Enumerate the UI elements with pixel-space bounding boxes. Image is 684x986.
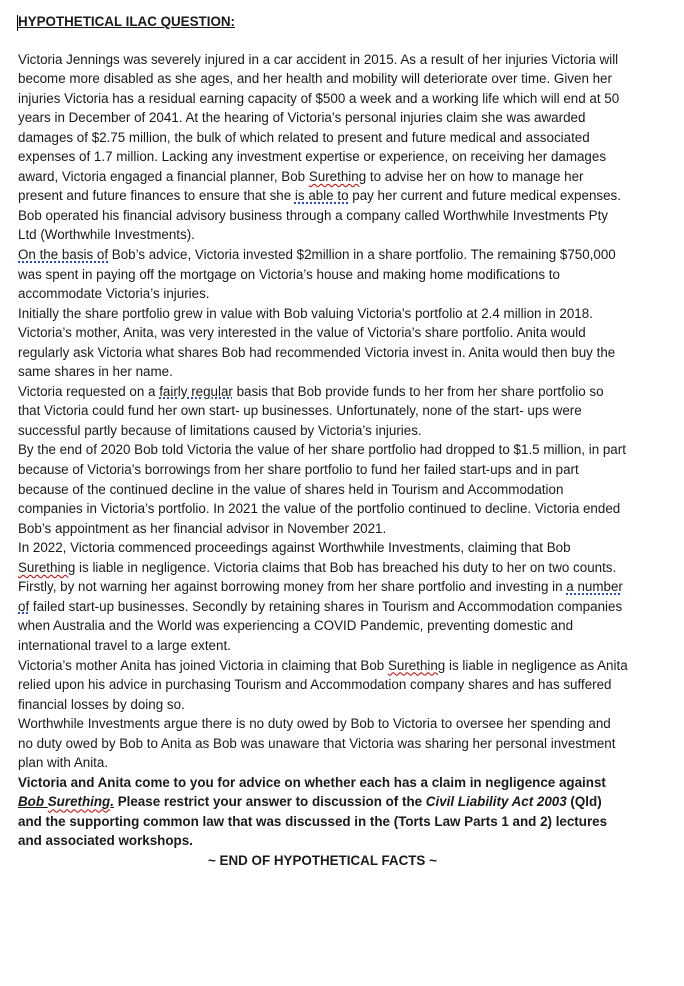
paragraph-startups [18, 382, 628, 441]
text-run: In 2022, Victoria commenced proceedings against Worthwhile Investments, claiming that Bob [18, 540, 571, 556]
document-body[interactable] [18, 12, 628, 871]
bob-name-period: . [110, 794, 114, 810]
text-run: Victoria requested on a [18, 383, 160, 399]
document-title: HYPOTHETICAL ILAC QUESTION: [18, 14, 235, 29]
text-run: Victoria and Anita come to you for advice on whether each has a claim in negligence against [18, 774, 606, 790]
text-run: Please restrict your answer to discussion of the [113, 794, 426, 810]
text-run: failed start-up businesses. Secondly by retaining shares in Tourism and Accommodation companies when Australia and the World was experiencing a COVID Pandemic, preventing domestic and international travel to a large extent. [18, 598, 623, 653]
paragraph-background [18, 50, 628, 245]
paragraph-investment [18, 245, 628, 304]
paragraph-instructions [18, 773, 628, 851]
grammar-suggestion[interactable]: a number of [18, 579, 623, 614]
text-run: Bob’s advice, Victoria invested $2million in a share portfolio. The remaining $750,000 was spent in paying off the mortgage on Victoria’s house and making home modifications to accommodate Victoria’s injuries. [18, 247, 616, 302]
end-marker: ~ END OF HYPOTHETICAL FACTS ~ [208, 852, 437, 868]
text-run: is liable in negligence. Victoria claims that Bob has breached his duty to her on two counts. Firstly, by not warning her against borrowing money from her share portfolio and investing in [18, 559, 617, 595]
paragraph-decline: By the end of 2020 Bob told Victoria the value of her share portfolio had dropped to $1.5 million, in part because of Victoria’s borrowings from her share portfolio to fund her failed start-ups and in part because of the continued decline in the value of shares held in Tourism and Accommodation companies in Victoria’s portfolio. In 2021 the value of the portfolio continued to decline. Victoria ended Bob’s appointment as her financial advisor in November 2021. [18, 442, 626, 536]
paragraph-defence: Worthwhile Investments argue there is no duty owed by Bob to Victoria to oversee her spending and no duty owed by Bob to Anita as Bob was unaware that Victoria was sharing her personal investment plan with Anita. [18, 716, 616, 771]
text-run: pay her current and future medical expenses. Bob operated his financial advisory business through a company called Worthwhile Investments Pty Ltd (Worthwhile Investments). [18, 188, 621, 243]
grammar-suggestion[interactable]: On the basis of [18, 247, 109, 263]
text-run: to advise her on how to manage her present and future finances to ensure that she [18, 168, 584, 204]
bob-name: Bob [18, 794, 48, 810]
grammar-suggestion[interactable]: is able to [294, 188, 349, 204]
spelling-error-surething[interactable]: Surething [47, 794, 111, 810]
spelling-error-surething[interactable]: Surething [18, 559, 76, 575]
text-run: is liable in negligence as Anita relied upon his advice in purchasing Tourism and Accommodation company shares and has suffered financial losses by doing so. [18, 657, 628, 712]
paragraph-anita: Victoria’s mother, Anita, was very interested in the value of Victoria’s share portfolio. Anita would regularly ask Victoria what shares Bob had recommended Victoria invest in. Anita would then buy the same shares in her name. [18, 325, 616, 380]
text-run: Victoria Jennings was severely injured in a car accident in 2015. As a result of her injuries Victoria will become more disabled as she ages, and her health and mobility will deteriorate over time. Given her injuries Victoria has a residual earning capacity of $500 a week and a working life which will end at 50 years in December of 2041. At the hearing of Victoria’s personal injuries claim she was awarded damages of $2.75 million, the bulk of which related to present and future medical and associated expenses of 1.7 million. Lacking any investment expertise or experience, on receiving her damages award, Victoria engaged a financial planner, Bob [18, 51, 620, 184]
text-run: (Qld) and the supporting common law that was discussed in the (Torts Law Parts 1 and 2) lectures and associated workshops. [18, 794, 608, 849]
text-run: basis that Bob provide funds to her from her share portfolio so that Victoria could fund her own start- up businesses. Unfortunately, none of the start- ups were successful partly because of limitations caused by Victoria’s injuries. [18, 383, 604, 438]
spelling-error-surething[interactable]: Surething [308, 168, 367, 184]
act-title: Civil Liability Act 2003 [425, 794, 567, 810]
grammar-suggestion[interactable]: fairly regular [159, 383, 233, 399]
paragraph-proceedings [18, 538, 628, 655]
text-run: Victoria’s mother Anita has joined Victoria in claiming that Bob [18, 657, 388, 673]
paragraph-anita-claim [18, 656, 628, 715]
paragraph-growth: Initially the share portfolio grew in value with Bob valuing Victoria’s portfolio at 2.4 million in 2018. [18, 305, 593, 321]
spelling-error-surething[interactable]: Surething [387, 657, 446, 673]
